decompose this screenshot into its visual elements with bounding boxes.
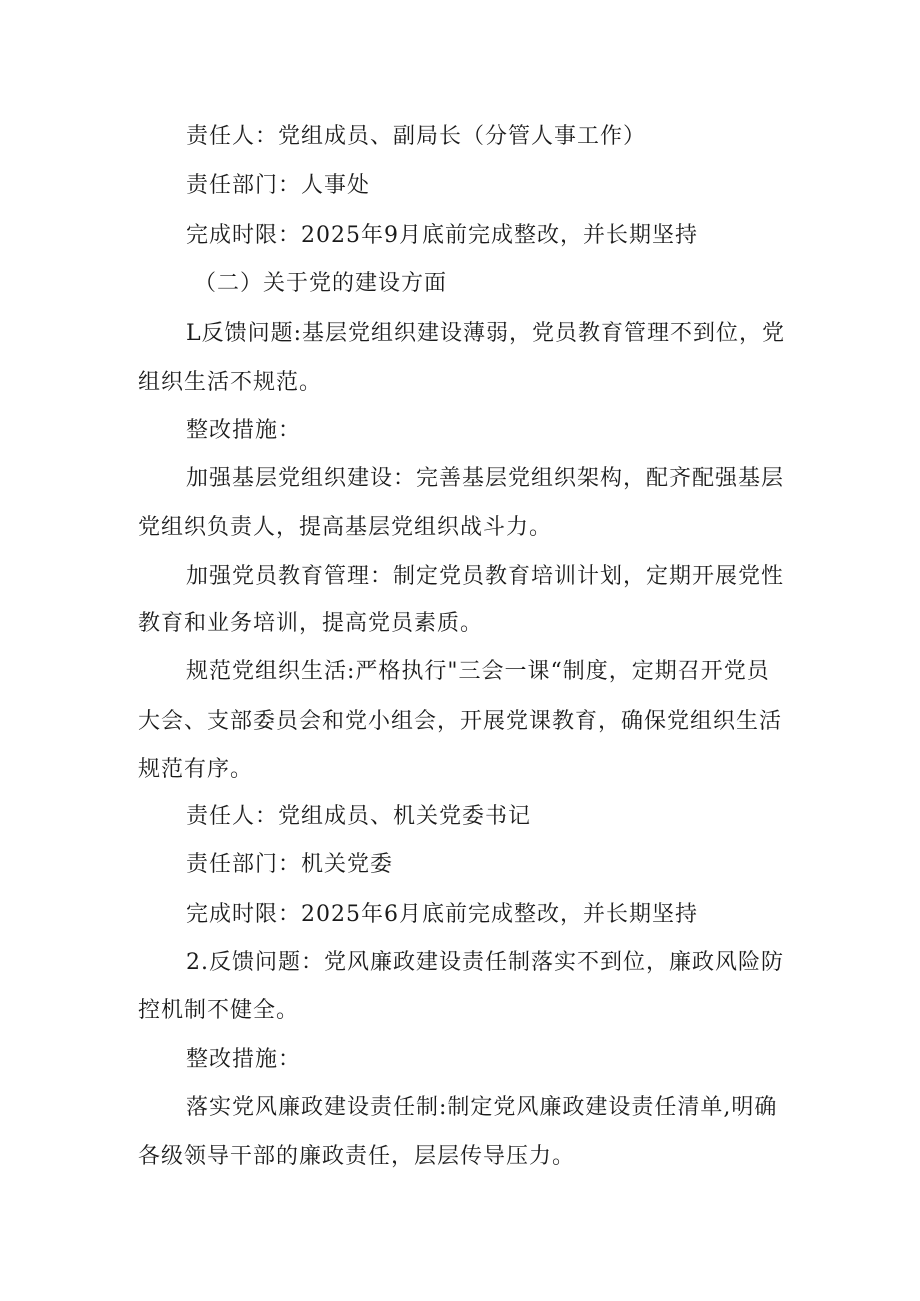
measure-1c-line-1: 规范党组织生活:严格执行"三会一课“制度，定期召开党员 bbox=[186, 659, 770, 684]
measure-1a-line-1: 加强基层党组织建设：完善基层党组织架构，配齐配强基层 bbox=[186, 466, 785, 491]
deadline-1: 完成时限：2025年9月底前完成整改，并长期坚持 bbox=[186, 223, 698, 248]
measure-1c-line-2: 大会、支部委员会和党小组会，开展党课教育，确保党组织生活 bbox=[138, 709, 783, 734]
measure-1c-line-3: 规范有序。 bbox=[138, 757, 254, 782]
issue-1-line-1: L反馈问题:基层党组织建设薄弱，党员教育管理不到位，党 bbox=[186, 321, 786, 346]
measure-1b-line-2: 教育和业务培训，提高党员素质。 bbox=[138, 611, 484, 636]
deadline-2: 完成时限：2025年6月底前完成整改，并长期坚持 bbox=[186, 902, 698, 927]
section-heading-party-building: （二）关于党的建设方面 bbox=[194, 271, 448, 296]
responsible-dept-2: 责任部门：机关党委 bbox=[186, 852, 394, 877]
measure-2a-line-1: 落实党风廉政建设责任制:制定党风廉政建设责任清单,明确 bbox=[186, 1095, 778, 1120]
measures-heading-2: 整改措施： bbox=[186, 1047, 302, 1072]
measure-1b-line-1: 加强党员教育管理：制定党员教育培训计划，定期开展党性 bbox=[186, 564, 785, 589]
measure-2a-line-2: 各级领导干部的廉政责任，层层传导压力。 bbox=[138, 1144, 576, 1169]
issue-2-line-1: 2.反馈问题：党风廉政建设责任制落实不到位，廉政风险防 bbox=[186, 950, 784, 975]
issue-1-line-2: 组织生活不规范。 bbox=[138, 370, 323, 395]
responsible-dept-1: 责任部门：人事处 bbox=[186, 173, 371, 198]
issue-2-line-2: 控机制不健全。 bbox=[138, 998, 300, 1023]
responsible-person-2: 责任人：党组成员、机关党委书记 bbox=[186, 804, 532, 829]
measure-1a-line-2: 党组织负责人，提高基层党组织战斗力。 bbox=[138, 515, 553, 540]
measures-heading-1: 整改措施： bbox=[186, 418, 302, 443]
responsible-person-1: 责任人：党组成员、副局长（分管人事工作） bbox=[186, 124, 647, 149]
